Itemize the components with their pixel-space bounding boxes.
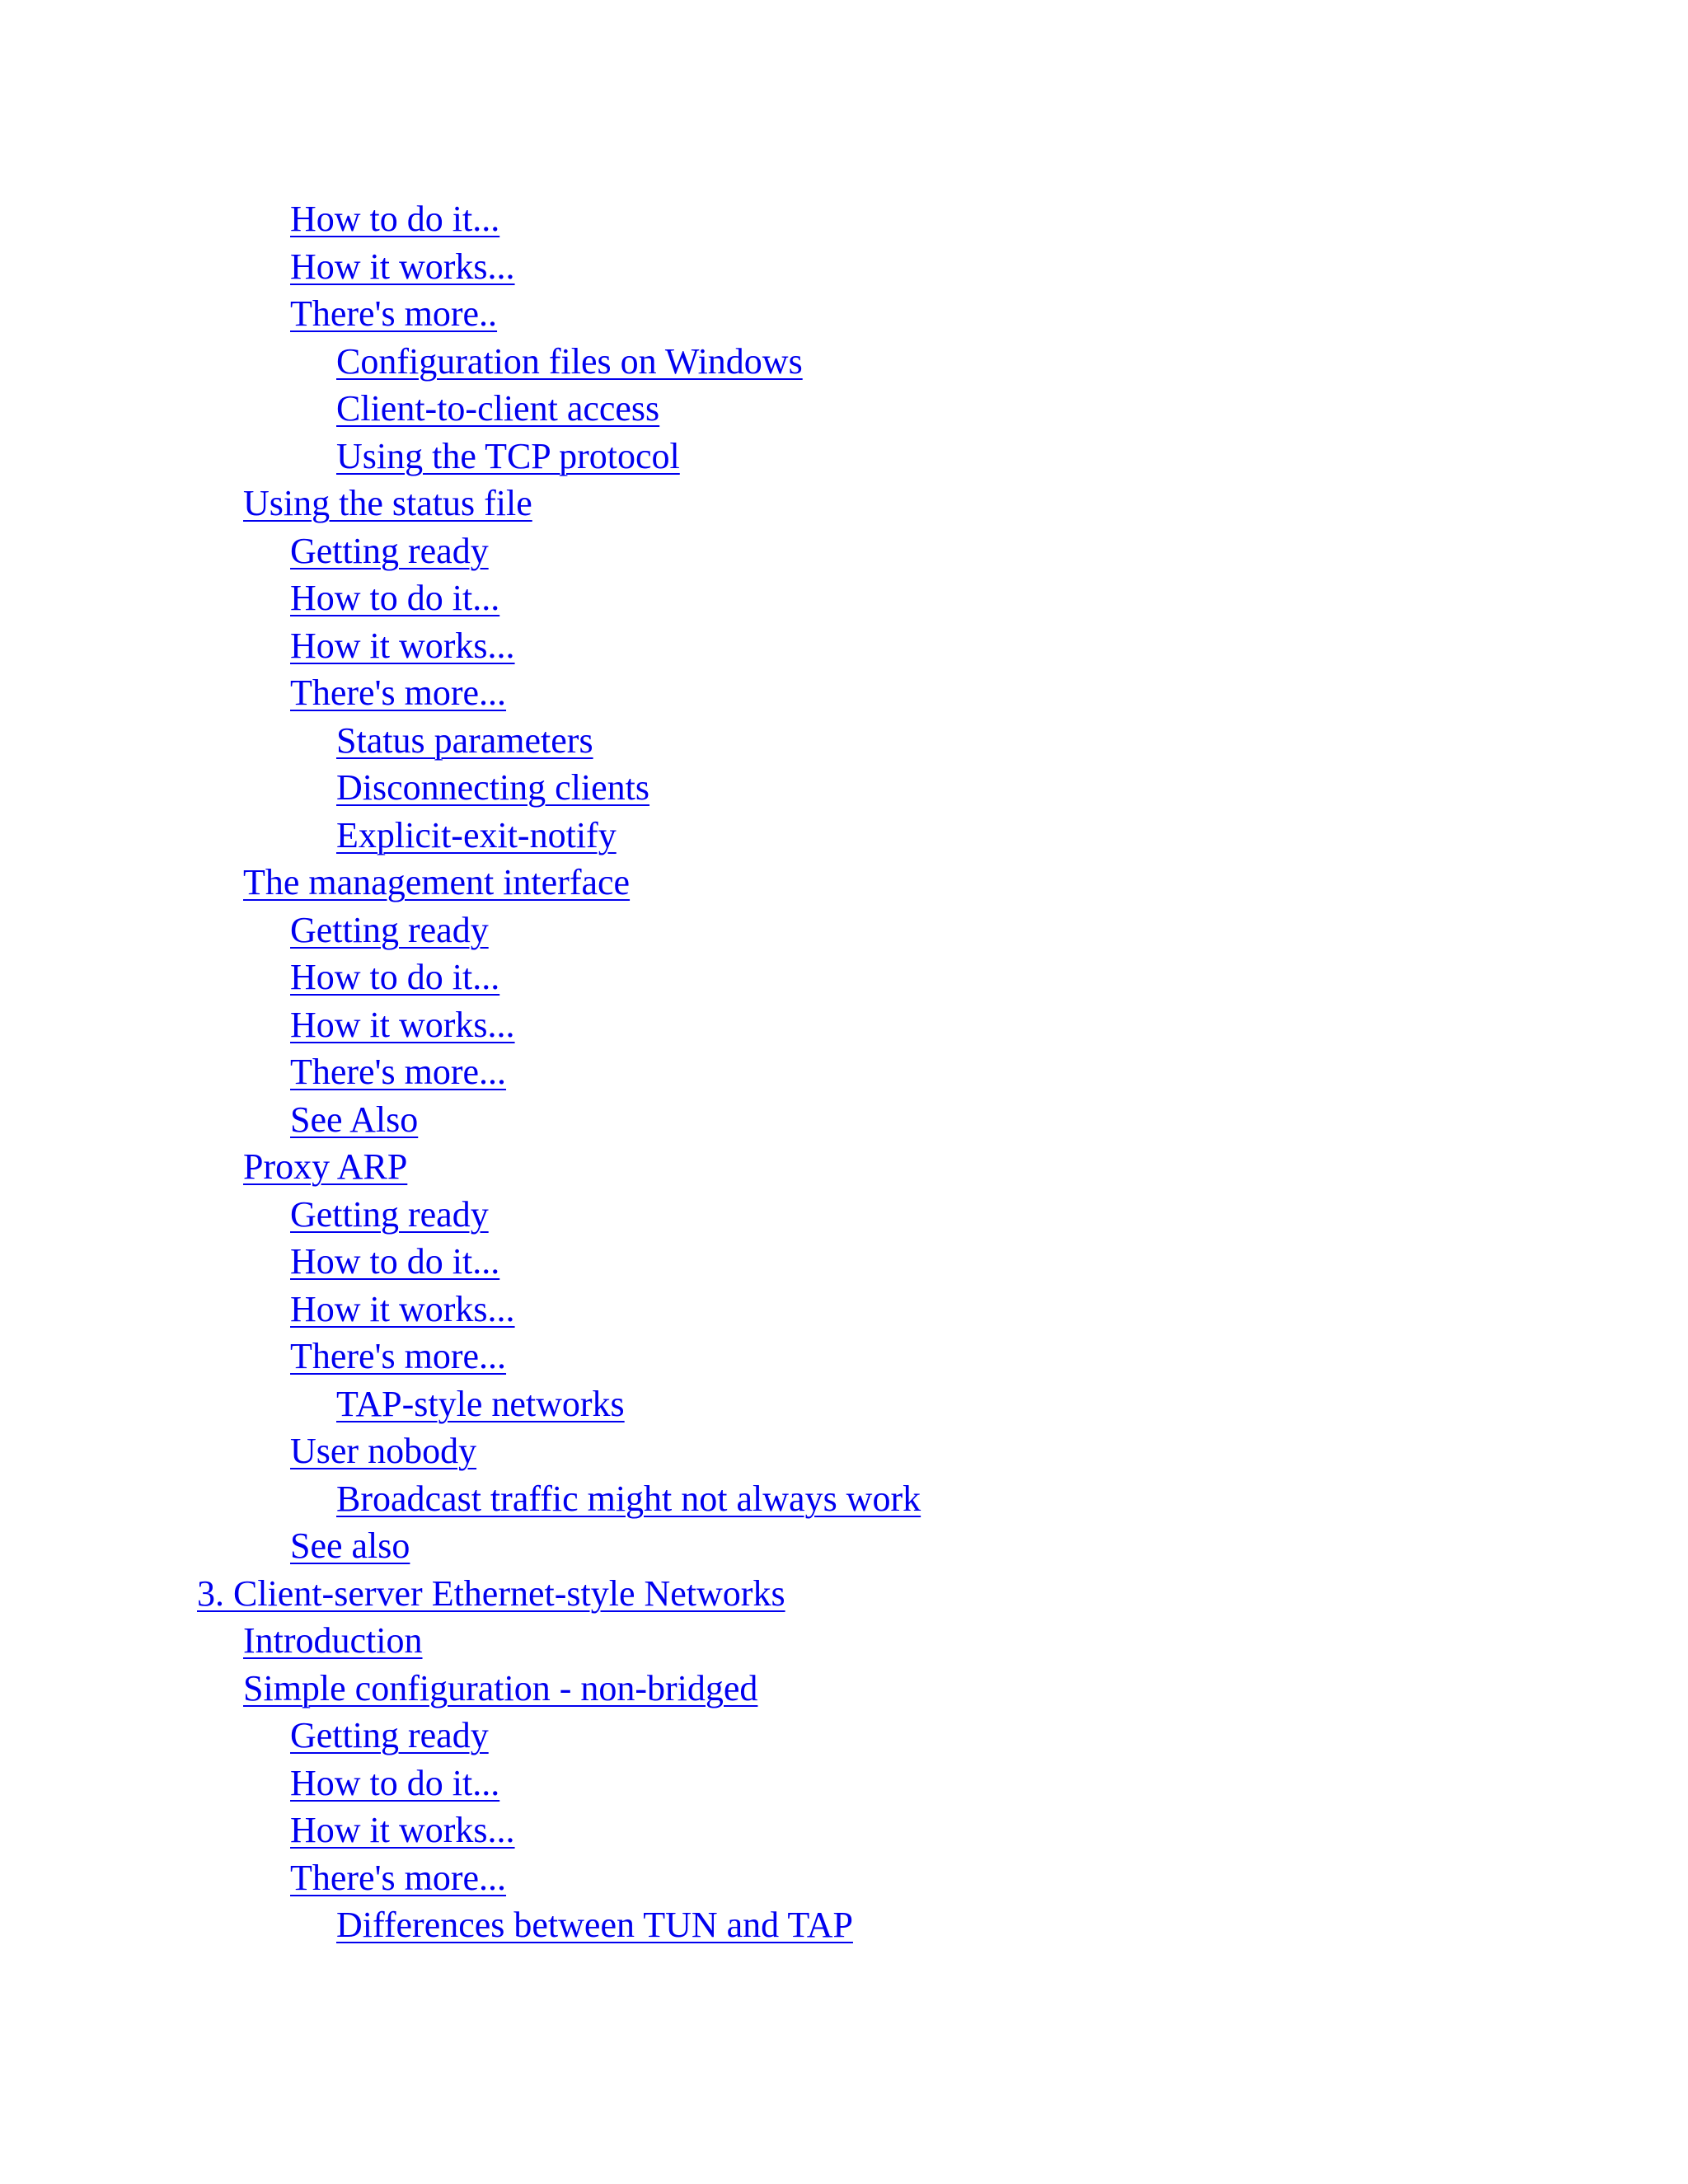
toc-entry <box>0 243 921 291</box>
toc-entry <box>0 1096 921 1144</box>
toc-link[interactable]: See Also <box>290 1099 419 1140</box>
toc-entry <box>0 1522 921 1570</box>
toc-link[interactable]: There's more... <box>290 673 507 713</box>
toc-link[interactable]: Configuration files on Windows <box>336 340 803 382</box>
toc-link[interactable]: TAP-style networks <box>336 1383 625 1424</box>
toc-entry <box>0 1617 921 1665</box>
toc-link[interactable]: How to do it... <box>290 199 500 239</box>
toc-entry <box>0 1191 921 1239</box>
toc-link[interactable]: There's more... <box>290 1857 507 1898</box>
toc-link[interactable]: Using the TCP protocol <box>336 435 680 476</box>
toc-entry <box>0 1901 921 1949</box>
toc-link[interactable]: Getting ready <box>290 530 489 571</box>
table-of-contents <box>0 195 921 1949</box>
toc-link[interactable]: The management interface <box>243 862 631 902</box>
toc-link[interactable]: How it works... <box>290 1810 515 1850</box>
toc-entry <box>0 1143 921 1191</box>
toc-entry <box>0 622 921 670</box>
toc-entry <box>0 1048 921 1096</box>
toc-entry <box>0 290 921 338</box>
toc-link[interactable]: There's more.. <box>290 293 498 334</box>
toc-entry <box>0 195 921 243</box>
toc-link[interactable]: How it works... <box>290 246 515 287</box>
toc-entry <box>0 574 921 622</box>
toc-entry <box>0 859 921 907</box>
toc-link[interactable]: Proxy ARP <box>243 1146 408 1187</box>
toc-link[interactable]: Getting ready <box>290 909 489 950</box>
toc-entry <box>0 527 921 575</box>
toc-entry <box>0 1760 921 1807</box>
toc-link[interactable]: See also <box>290 1526 410 1566</box>
toc-entry <box>0 1427 921 1475</box>
toc-entry <box>0 907 921 954</box>
toc-entry <box>0 1665 921 1713</box>
toc-entry <box>0 1380 921 1428</box>
toc-entry <box>0 433 921 480</box>
toc-link[interactable]: Disconnecting clients <box>336 767 650 808</box>
toc-entry <box>0 669 921 717</box>
toc-entry <box>0 1238 921 1286</box>
toc-link[interactable]: There's more... <box>290 1052 507 1092</box>
toc-link[interactable]: Using the status file <box>243 483 532 523</box>
toc-entry <box>0 480 921 527</box>
toc-link[interactable]: How to do it... <box>290 1241 500 1282</box>
toc-link[interactable]: Status parameters <box>336 719 593 761</box>
toc-link[interactable]: Explicit-exit-notify <box>336 814 617 855</box>
toc-entry <box>0 338 921 386</box>
toc-entry <box>0 1333 921 1380</box>
toc-link[interactable]: How it works... <box>290 1004 515 1045</box>
toc-link[interactable]: 3. Client-server Ethernet-style Networks <box>197 1572 785 1614</box>
toc-link[interactable]: How to do it... <box>290 957 500 997</box>
toc-entry <box>0 812 921 860</box>
toc-entry <box>0 1001 921 1049</box>
toc-entry <box>0 1807 921 1854</box>
toc-entry <box>0 1712 921 1760</box>
toc-link[interactable]: How it works... <box>290 1288 515 1329</box>
toc-link[interactable]: Differences between TUN and TAP <box>336 1905 853 1945</box>
toc-entry <box>0 1570 921 1618</box>
toc-entry <box>0 1854 921 1902</box>
toc-entry <box>0 764 921 812</box>
toc-entry <box>0 1286 921 1333</box>
toc-link[interactable]: Client-to-client access <box>336 388 660 429</box>
toc-link[interactable]: There's more... <box>290 1336 507 1376</box>
toc-link[interactable]: User nobody <box>290 1431 477 1471</box>
toc-entry <box>0 385 921 433</box>
toc-link[interactable]: Broadcast traffic might not always work <box>336 1478 921 1519</box>
toc-link[interactable]: Getting ready <box>290 1715 489 1755</box>
toc-link[interactable]: How to do it... <box>290 1762 500 1803</box>
toc-link[interactable]: Simple configuration - non-bridged <box>243 1667 758 1708</box>
toc-entry <box>0 954 921 1001</box>
toc-link[interactable]: Introduction <box>243 1620 423 1661</box>
toc-link[interactable]: How it works... <box>290 625 515 666</box>
toc-entry <box>0 717 921 765</box>
toc-entry <box>0 1475 921 1523</box>
toc-link[interactable]: Getting ready <box>290 1193 489 1235</box>
toc-link[interactable]: How to do it... <box>290 578 500 618</box>
